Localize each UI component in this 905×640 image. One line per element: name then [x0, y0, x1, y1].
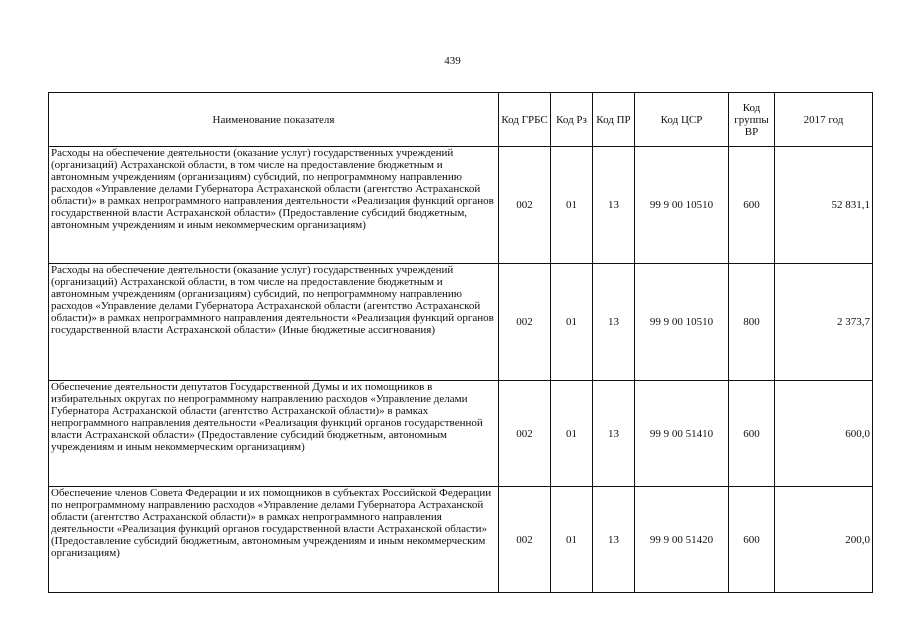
header-csr: Код ЦСР — [635, 93, 729, 147]
cell-grbs: 002 — [499, 381, 551, 487]
cell-name: Обеспечение деятельности депутатов Государственной Думы и их помощников в избирательных округах по непрограммному направлению расходов «Управление делами Губернатора Астраханской области (агентство Астраханской области)» в рамках непрограммного направления деятельности «Реализация функций органов государственной власти Астраханской области» (Предоставление субсидий бюджетным, автономным учреждениям и иным некоммерческим организациям) — [49, 381, 499, 487]
cell-rz: 01 — [551, 487, 593, 593]
table-row — [49, 264, 873, 381]
cell-grbs: 002 — [499, 147, 551, 264]
cell-amount: 200,0 — [775, 487, 873, 593]
cell-amount: 52 831,1 — [775, 147, 873, 264]
cell-csr: 99 9 00 51420 — [635, 487, 729, 593]
cell-vr: 600 — [729, 487, 775, 593]
header-grbs: Код ГРБС — [499, 93, 551, 147]
cell-vr: 600 — [729, 381, 775, 487]
cell-vr: 800 — [729, 264, 775, 381]
cell-pr: 13 — [593, 147, 635, 264]
cell-name: Расходы на обеспечение деятельности (оказание услуг) государственных учреждений (организаций) Астраханской области, в том числе на предоставление бюджетным и автономным учреждениям (организациям) субсидий, по непрограммному направлению расходов «Управление делами Губернатора Астраханской области (агентство Астраханской области)» в рамках непрограммного направления деятельности «Реализация функций органов государственной власти Астраханской области» (Предоставление субсидий бюджетным, автономным учреждениям и иным некоммерческим организациям) — [49, 147, 499, 264]
header-name: Наименование показателя — [49, 93, 499, 147]
cell-grbs: 002 — [499, 487, 551, 593]
cell-pr: 13 — [593, 264, 635, 381]
cell-amount: 2 373,7 — [775, 264, 873, 381]
cell-rz: 01 — [551, 381, 593, 487]
cell-csr: 99 9 00 10510 — [635, 147, 729, 264]
cell-pr: 13 — [593, 487, 635, 593]
table-header-row — [49, 93, 873, 147]
cell-vr: 600 — [729, 147, 775, 264]
cell-csr: 99 9 00 10510 — [635, 264, 729, 381]
cell-rz: 01 — [551, 264, 593, 381]
header-rz: Код Рз — [551, 93, 593, 147]
budget-table — [48, 92, 873, 593]
header-year: 2017 год — [775, 93, 873, 147]
cell-csr: 99 9 00 51410 — [635, 381, 729, 487]
header-vr: Код группы ВР — [729, 93, 775, 147]
table-row — [49, 487, 873, 593]
cell-amount: 600,0 — [775, 381, 873, 487]
table-row — [49, 381, 873, 487]
cell-rz: 01 — [551, 147, 593, 264]
cell-pr: 13 — [593, 381, 635, 487]
page-number: 439 — [444, 55, 461, 67]
cell-name: Расходы на обеспечение деятельности (оказание услуг) государственных учреждений (организаций) Астраханской области, в том числе на предоставление бюджетным и автономным учреждениям (организациям) субсидий, по непрограммному направлению расходов «Управление делами Губернатора Астраханской области (агентство Астраханской области)» в рамках непрограммного направления деятельности «Реализация функций органов государственной власти Астраханской области» (Иные бюджетные ассигнования) — [49, 264, 499, 381]
cell-grbs: 002 — [499, 264, 551, 381]
cell-name: Обеспечение членов Совета Федерации и их помощников в субъектах Российской Федерации по непрограммному направлению расходов «Управление делами Губернатора Астраханской области (агентство Астраханской области)» в рамках непрограммного направления деятельности «Реализация функций органов государственной власти Астраханской области» (Предоставление субсидий бюджетным, автономным учреждениям и иным некоммерческим организациям) — [49, 487, 499, 593]
table-row — [49, 147, 873, 264]
header-pr: Код ПР — [593, 93, 635, 147]
